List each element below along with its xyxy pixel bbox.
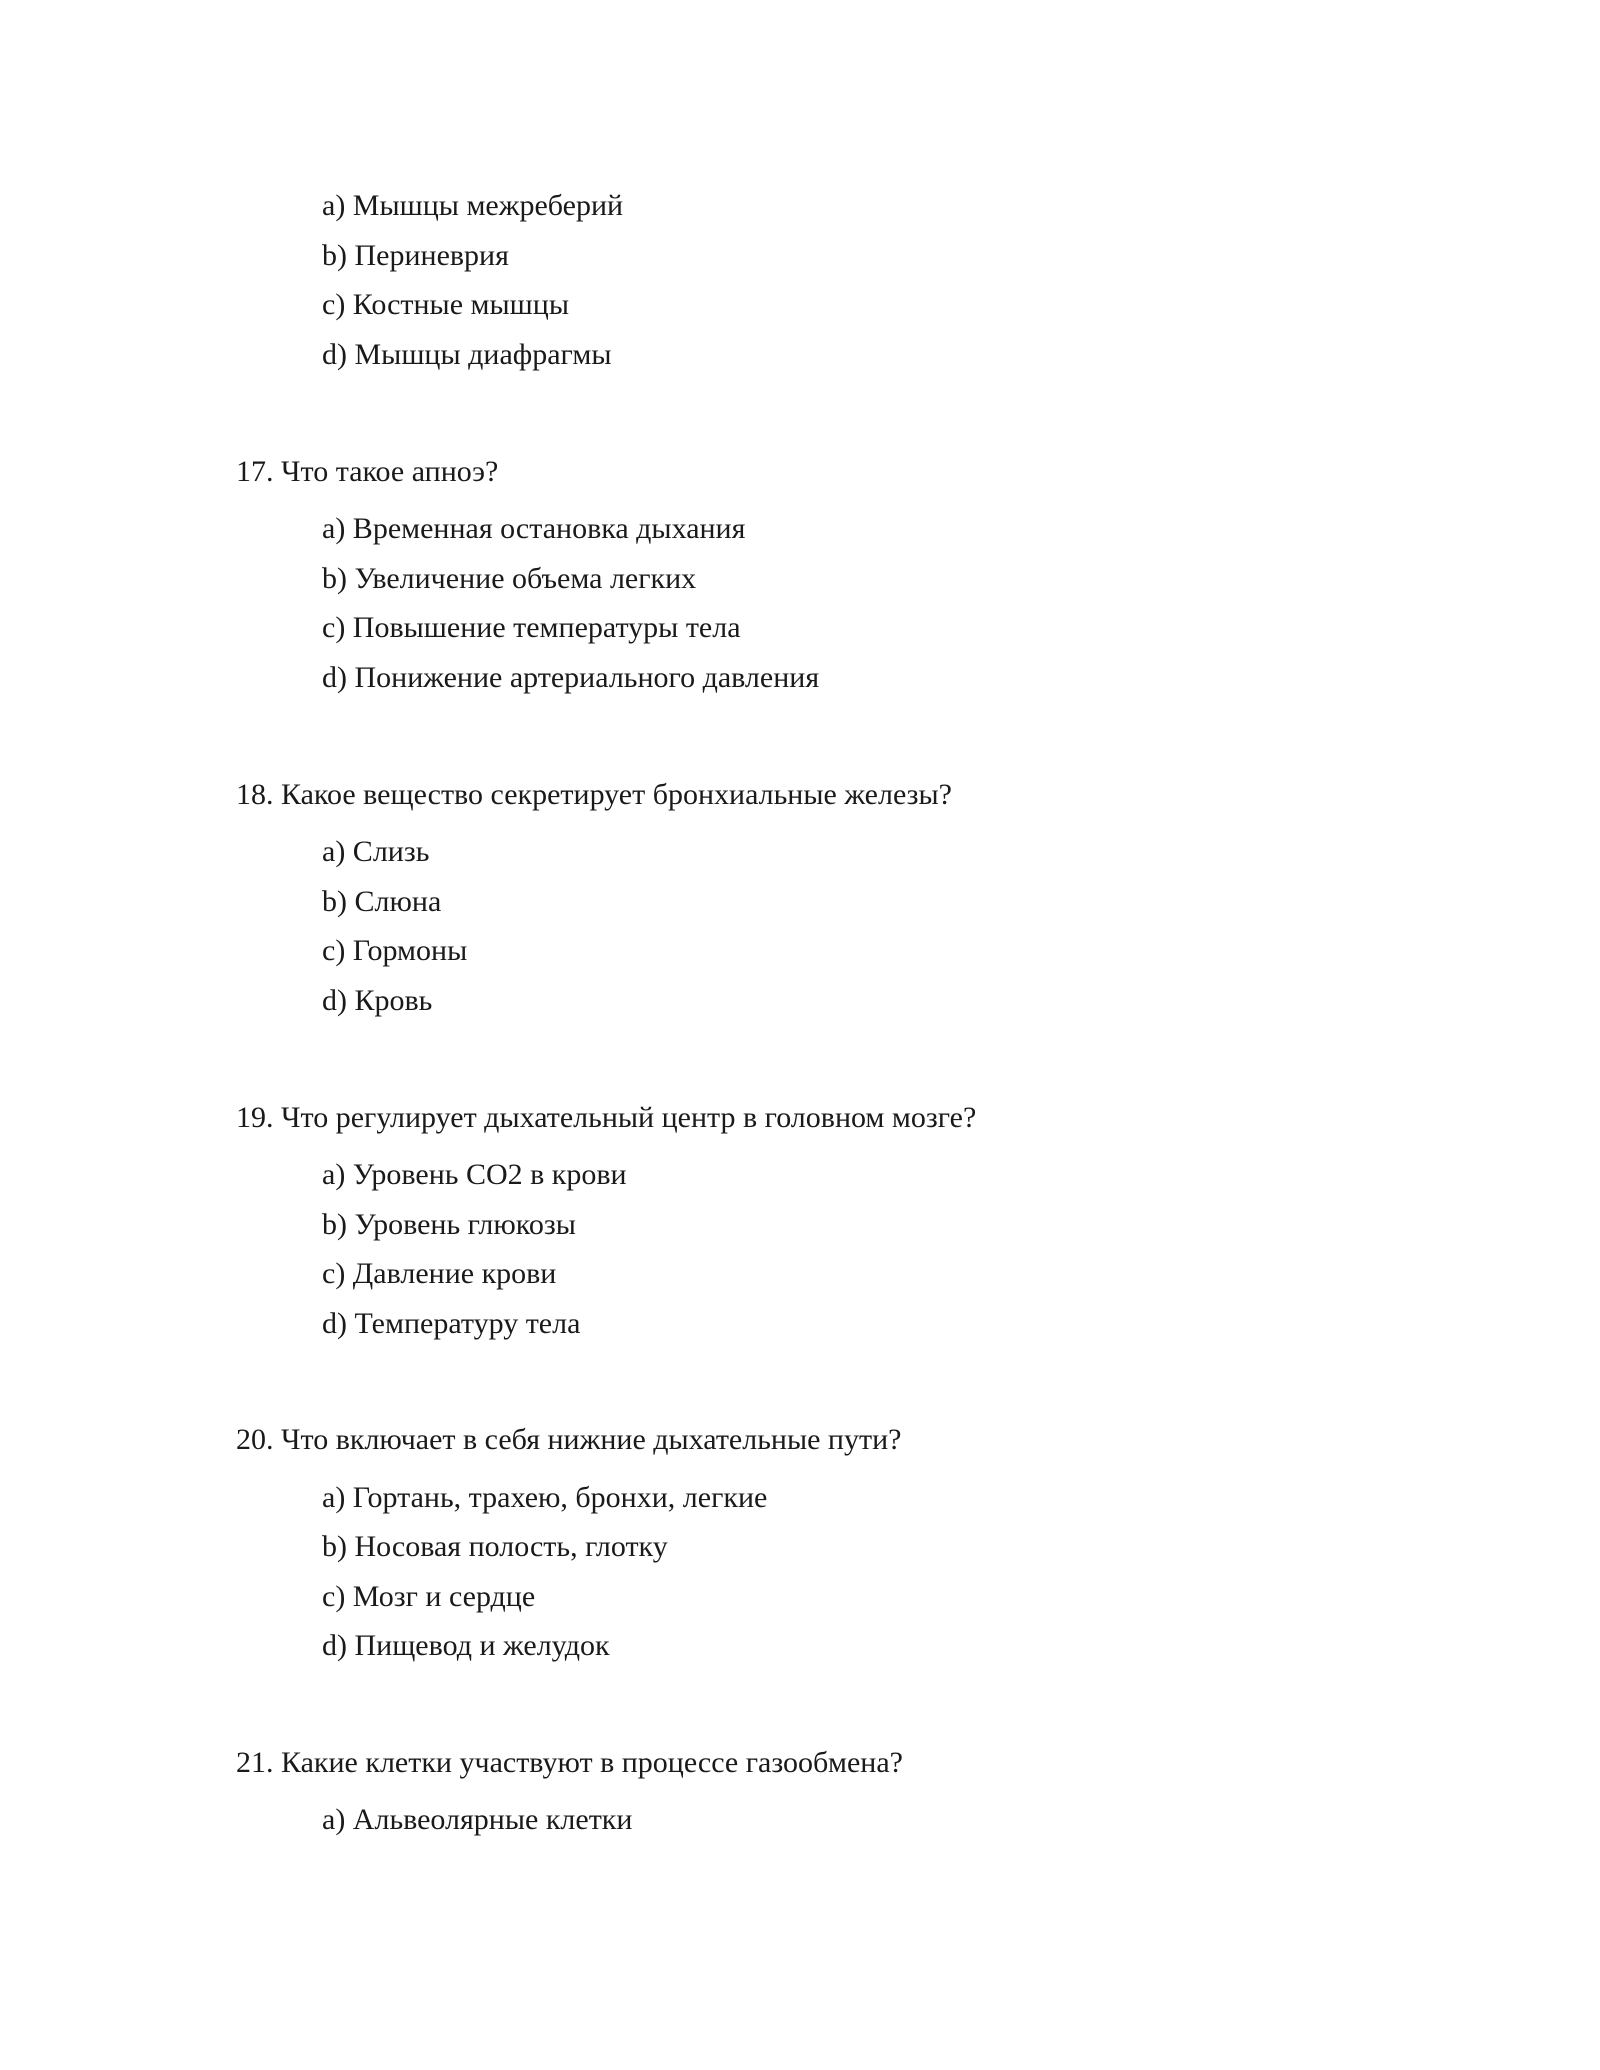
option-a: a) Гортань, трахею, бронхи, легкие	[322, 1481, 768, 1514]
question-17: 17. Что такое апноэ?	[236, 455, 499, 488]
option-d: d) Пищевод и желудок	[322, 1629, 610, 1662]
option-c: c) Гормоны	[322, 934, 468, 967]
option-c: c) Повышение температуры тела	[322, 611, 741, 644]
option-b: b) Носовая полость, глотку	[322, 1530, 668, 1563]
question-20: 20. Что включает в себя нижние дыхательные пути?	[236, 1423, 902, 1456]
option-c: c) Мозг и сердце	[322, 1580, 536, 1613]
option-a: a) Альвеолярные клетки	[322, 1803, 633, 1836]
question-21: 21. Какие клетки участвуют в процессе газообмена?	[236, 1746, 903, 1779]
option-c: c) Костные мышцы	[322, 288, 569, 321]
question-19: 19. Что регулирует дыхательный центр в головном мозге?	[236, 1101, 977, 1134]
option-b: b) Уровень глюкозы	[322, 1208, 576, 1241]
option-d: d) Кровь	[322, 984, 433, 1017]
option-a: a) Уровень CO2 в крови	[322, 1158, 627, 1191]
option-d: d) Мышцы диафрагмы	[322, 338, 612, 371]
option-b: b) Увеличение объема легких	[322, 562, 697, 595]
option-d: d) Понижение артериального давления	[322, 661, 820, 694]
option-b: b) Периневрия	[322, 239, 509, 272]
question-18: 18. Какое вещество секретирует бронхиальные железы?	[236, 778, 952, 811]
option-a: a) Слизь	[322, 835, 430, 868]
option-b: b) Слюна	[322, 885, 442, 918]
option-a: a) Мышцы межреберий	[322, 189, 624, 222]
option-a: a) Временная остановка дыхания	[322, 512, 746, 545]
option-d: d) Температуру тела	[322, 1307, 581, 1340]
option-c: c) Давление крови	[322, 1257, 557, 1290]
